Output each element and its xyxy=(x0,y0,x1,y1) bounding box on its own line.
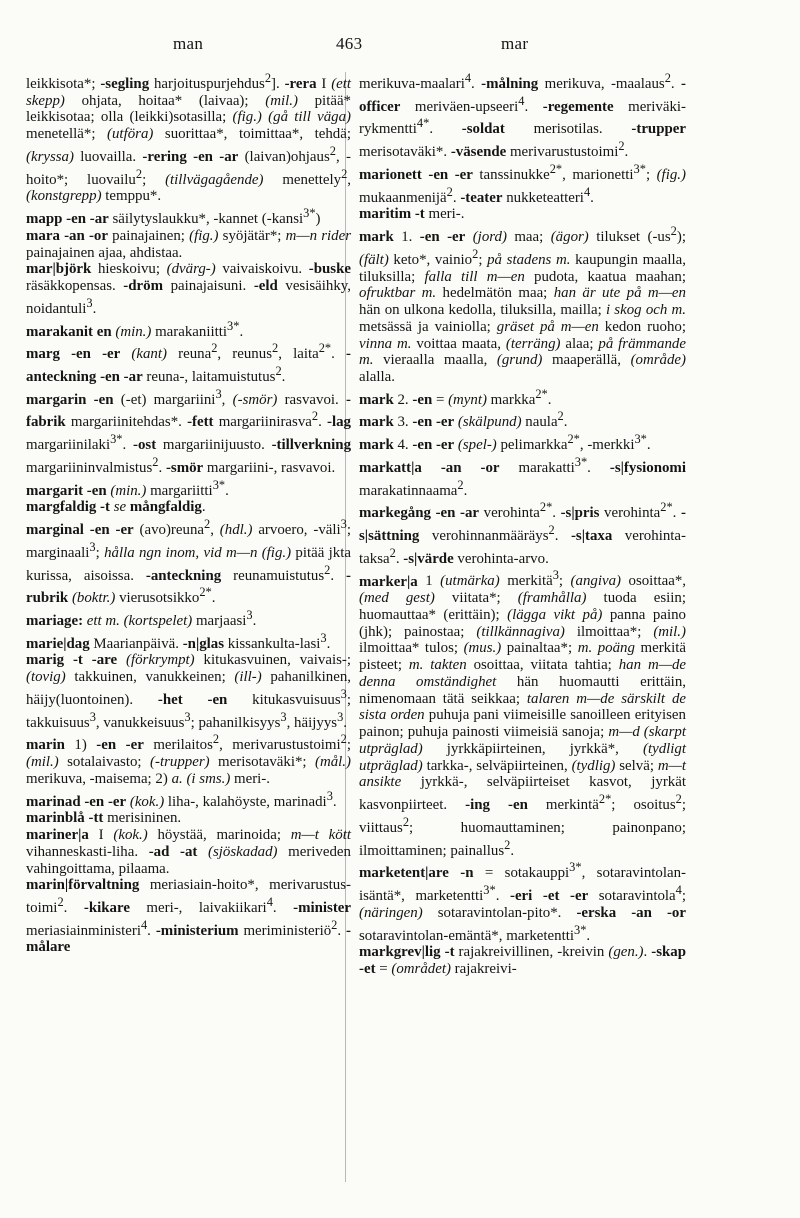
entry-text: -t meri-. xyxy=(414,206,465,223)
dictionary-entry xyxy=(26,630,351,653)
entry-text: -en -ar verohinta$^{2*}$. -s|pris verohinta$^{2*}$. -s|sättning verohinnanmääräys$^2$. -s|taxa verohinta-taksa$^2$. -s|värde verohinta-arvo. xyxy=(359,500,686,567)
left-column xyxy=(26,70,351,956)
entry-text: 1 (utmärka) merkitä$^3$; (angiva) osoittaa*, (med gest) viitata*; (framhålla) tuoda esiin; huomauttaa* (erittäin); (lägga vikt på) panna paino (jhk); painostaa; (tillkännagiva) ilmoittaa*; (mil.) ilmoittaa* tulos; (mus.) painaltaa*; m. poäng merkitä pisteet; m. takten osoittaa, viitata tahtia; han m—de denna omständighet hän huomautti erittäin, nimenomaan tätä seikkaa; talaren m—de särskilt de sista orden puhuja pani viimeisille sanoilleen erityisen painon; puhuja painosti viimeisiä sanoja; m—d (skarpt utpräglad) jyrkkäpiirteinen, jyrkkä*, (tydligt utpräglad) tarkka-, selväpiirteinen, (tydlig) selvä; m—t ansikte jyrkkä-, selväpiirteiset kasvot, jyrkät kasvonpiirteet. -ing -en merkintä$^{2*}$; osoitus$^2$; viittaus$^2$; huomauttaminen; painonpano; ilmoittaminen; painallus$^2$. xyxy=(359,568,686,859)
dictionary-entry xyxy=(26,827,351,877)
dictionary-entry xyxy=(26,70,351,205)
entry-headword: marker|a xyxy=(359,573,418,590)
entry-headword: marionett xyxy=(359,166,422,183)
page-number: 463 xyxy=(336,34,363,53)
dictionary-entry xyxy=(359,206,686,223)
entry-text: -t se mångfaldig. xyxy=(100,499,206,516)
entry-headword: mark xyxy=(359,229,394,246)
dictionary-entry xyxy=(26,877,351,956)
entry-text: -en -er (kok.) liha-, kalahöyste, marinadi$^3$. xyxy=(84,788,337,810)
entry-headword: marinad xyxy=(26,793,81,810)
dictionary-entry xyxy=(359,431,686,454)
entry-text: merikuva-maalari$^4$. -målning merikuva, -maalaus$^2$. -officer meriväen-upseeri$^4$. -regemente meriväki-rykmentti$^{4*}$. -soldat merisotilas. -trupper merisotaväki*. -väsende merivarustustoimi$^2$. xyxy=(359,71,687,161)
entry-text: en (min.) marakaniitti$^{3*}$. xyxy=(96,318,244,340)
entry-headword: mapp xyxy=(26,211,63,228)
dictionary-entry xyxy=(359,454,686,499)
dictionary-entry xyxy=(26,261,351,317)
entry-headword: markgrev|lig xyxy=(359,944,441,961)
dictionary-entry xyxy=(359,499,686,567)
entry-headword: mark xyxy=(359,391,394,408)
dictionary-entry xyxy=(359,944,686,978)
dictionary-entry xyxy=(26,788,351,811)
entry-headword: mark xyxy=(359,414,394,431)
dictionary-entry xyxy=(26,652,351,731)
entry-text: -en -er (avo)reuna$^2$, (hdl.) arvoero, -väli$^3$; marginaali$^3$; hålla ngn inom, vid m—n (fig.) pitää jkta kurissa, aisoissa. -anteckning reunamuistutus$^2$. -rubrik (boktr.) vierusotsikko$^{2*}$. xyxy=(26,517,351,607)
entry-headword: marig xyxy=(26,652,65,669)
entry-headword: mark xyxy=(359,437,394,454)
dictionary-entry xyxy=(26,205,351,228)
entry-text: 2. -en = (mynt) markka$^{2*}$. xyxy=(397,386,552,408)
entry-text: leikkisota*; -segling harjoituspurjehdus$^2$]. -rera I (ett skepp) ohjata, hoitaa* (laivaa); (mil.) pitää* leikkisotaa; olla (leikki)sotasilla; (fig.) (gå till väga) menetellä*; (utföra) suorittaa*, toimittaa*, tehdä; (kryssa) luovailla. -rering -en -ar (laivan)ohjaus$^2$, -hoito*; luovailu$^2$; (tillvägagående) menettely$^2$, (konstgrepp) temppu*. xyxy=(26,71,352,205)
entry-text: -en -ar säilytyslaukku*, -kannet (-kansi$^{3*}$) xyxy=(66,206,321,228)
right-column xyxy=(359,70,686,978)
entry-headword: mariage: xyxy=(26,612,84,629)
dictionary-entry xyxy=(26,516,351,607)
dictionary-entry xyxy=(359,568,686,860)
dictionary-entry xyxy=(359,70,686,161)
entry-headword: markatt|a xyxy=(359,459,422,476)
entry-text: -an -or painajainen; (fig.) syöjätär*; m—n rider painajainen ajaa, ahdistaa. xyxy=(26,227,351,261)
entry-text: -en (-et) margariini$^3$, (-smör) rasvavoi. -fabrik margariinitehdas*. -fett margariinirasva$^2$. -lag margariinilaki$^{3*}$. -ost margariinijuusto. -tillverkning margariininvalmistus$^2$. -smör margariini-, rasvavoi. xyxy=(26,386,352,476)
entry-headword: margarin xyxy=(26,391,87,408)
entry-text: -n = sotakauppi$^{3*}$, sotaravintolan-isäntä*, marketentti$^{3*}$. -eri -et -er sotaravintola$^4$; (näringen) sotaravintolan-pito*. -erska -an -or sotaravintolan-emäntä*, marketentti$^{3*}$. xyxy=(359,860,687,944)
entry-headword: maritim xyxy=(359,206,412,223)
dictionary-entry xyxy=(359,161,686,206)
entry-text: Maarianpäivä. -n|glas kissankulta-lasi$^3$. xyxy=(93,630,331,652)
entry-text: 1. -en -er (jord) maa; (ägor) tilukset $(-us^2)$; (fält) keto*, vainio$^2$; på stadens m. kaupungin maalla, tiluksilla; falla till m—en pudota, kaatua maahan; ofruktbar m. hedelmätön maa; han är ute på m—en hän on ulkona kedolla, tiluksilla, mailla; i skog och m. metsässä ja vainiolla; gräset på m—en kedon ruoho; vinna m. voittaa maata, (terräng) alaa; på främmande m. vieraalla maalla, (grund) maaperällä, (område) alalla. xyxy=(359,224,687,385)
entry-text: meriasiain-hoito*, merivarustus-toimi$^2$. -kikare meri-, laivakiikari$^4$. -minister meriasiainministeri$^4$. -ministerium meriministeriö$^2$. -målare xyxy=(26,877,351,956)
dictionary-entry xyxy=(359,223,686,386)
entry-text: 1) -en -er merilaitos$^2$, merivarustustoimi$^2$; (mil.) sotalaivasto; (-trupper) merisotaväki*; (mål.) merikuva, -maisema; 2) a. (i sms.) meri-. xyxy=(26,732,351,787)
entry-text: ett m. (kortspelet) marjaasi$^3$. xyxy=(86,607,257,629)
entry-headword: margfaldig xyxy=(26,499,97,516)
entry-text: -en -er tanssinukke$^{2*}$, marionetti$^{3*}$; (fig.) mukaanmenijä$^2$. -teater nukketeatteri$^4$. xyxy=(359,161,686,206)
entry-text: -tt merisininen. xyxy=(88,810,182,827)
entry-text: -en (min.) margariitti$^{3*}$. xyxy=(86,477,229,499)
entry-headword: marin|förvaltning xyxy=(26,877,140,894)
entry-headword: marie|dag xyxy=(26,635,90,652)
entry-headword: margarit xyxy=(26,482,84,499)
dictionary-entry xyxy=(26,499,351,516)
dictionary-entry xyxy=(26,477,351,500)
dictionary-entry xyxy=(26,607,351,630)
entry-headword: marketent|are xyxy=(359,865,449,882)
entry-text: hieskoivu; (dvärg-) vaivaiskoivu. -buske räsäkkopensas. -dröm painajaisuni. -eld vesisäihky, noidantuli$^3$. xyxy=(26,261,351,317)
entry-headword: markegång xyxy=(359,505,431,522)
entry-text: 3. -en -er (skälpund) naula$^2$. xyxy=(397,409,568,431)
entry-headword: marinblå xyxy=(26,810,85,827)
entry-headword: marin xyxy=(26,737,65,754)
entry-headword: mara xyxy=(26,227,60,244)
entry-text: -an -or marakatti$^{3*}$. -s|fysionomi marakatinnaama$^2$. xyxy=(359,454,686,499)
dictionary-entry xyxy=(26,340,351,385)
entry-text: -t rajakreivillinen, -kreivin (gen.). -skap -et = (området) rajakreivi- xyxy=(359,944,686,978)
dictionary-entry xyxy=(26,386,351,477)
dictionary-entry xyxy=(26,318,351,341)
dictionary-entry xyxy=(359,859,686,944)
entry-headword: marginal xyxy=(26,522,84,539)
running-head-right: mar xyxy=(501,34,529,53)
entry-headword: marg xyxy=(26,346,60,363)
dictionary-entry xyxy=(26,810,351,827)
entry-text: 4. -en -er (spel-) pelimarkka$^{2*}$, -merkki$^{3*}$. xyxy=(397,432,651,454)
entry-headword: mar|björk xyxy=(26,261,92,278)
entry-headword: mariner|a xyxy=(26,827,89,844)
entry-headword: marakanit xyxy=(26,323,94,340)
dictionary-entry xyxy=(26,731,351,787)
entry-text: -t -are (förkrympt) kitukasvuinen, vaivais-; (tovig) takkuinen, vanukkeinen; (ill-) pahanilkinen, häijy(luontoinen). -het -en kitukasvuisuus$^3$; takkuisuus$^3$, vanukkeisuus$^3$; pahanilkisyys$^3$, häijyys$^3$. xyxy=(26,652,351,731)
entry-text: I (kok.) höystää, marinoida; m—t kött vihanneskasti-liha. -ad -at (sjöskadad) meriveden vahingoittama, pilaama. xyxy=(26,827,352,877)
dictionary-entry xyxy=(26,228,351,262)
entry-text: -en -er (kant) reuna$^2$, reunus$^2$, laita$^{2*}$. -anteckning -en -ar reuna-, laitamuistutus$^2$. xyxy=(26,341,351,385)
dictionary-entry xyxy=(359,386,686,409)
running-head-left: man xyxy=(173,34,204,53)
dictionary-entry xyxy=(359,408,686,431)
